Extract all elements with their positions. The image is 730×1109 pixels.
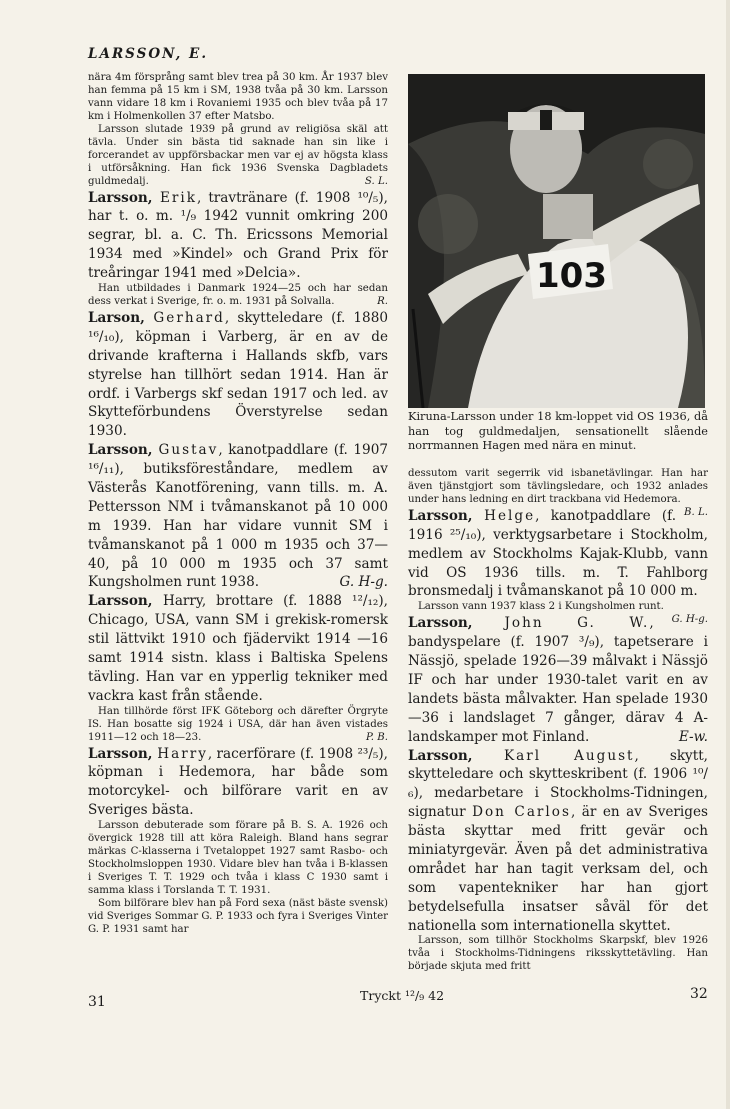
photo-caption: Kiruna-Larsson under 18 km-loppet vid OS 1936, då han tog guldmedaljen, sensationellt slående norrmannen Hagen med nära en minut. xyxy=(408,410,708,453)
page-number-right: 32 xyxy=(690,986,708,1002)
author-signature: E-w. xyxy=(678,728,708,745)
page-edge xyxy=(726,0,730,1109)
author-signature: P. B. xyxy=(366,731,388,743)
entry-headword: Larson, xyxy=(88,309,154,326)
author-signature: G. H-g. xyxy=(339,574,388,591)
entry-text: Larsson vann 1937 klass 2 i Kungsholmen runt. xyxy=(418,601,664,613)
entry-text: , racerförare (f. 1908 ²³/₅), köpman i Hedemora, har både som motorcykel- och bilförare varit en av Sveriges bästa. xyxy=(88,745,389,819)
author-signature: R. xyxy=(377,295,388,307)
running-head: LARSSON, E. xyxy=(88,46,209,62)
entry-name: Gerhard xyxy=(153,309,225,326)
paragraph xyxy=(88,745,388,821)
paragraph xyxy=(88,706,388,745)
right-column xyxy=(408,468,708,974)
athlete-photo xyxy=(408,74,705,408)
entry-headword: Larsson, xyxy=(408,507,485,524)
paragraph xyxy=(88,309,388,441)
entry-text: , brottare (f. 1888 ¹²/₁₂), Chicago, USA, vann SM i grekisk-romersk stil lättvikt 1910 och fjädervikt 1914 —16 samt 1914 sistn. klass i Baltiska Spelens tävling. Han var en ypperlig tekniker med vackra kast från stående. xyxy=(88,593,388,704)
paragraph xyxy=(408,507,708,601)
entry-text: , är en av Sveriges bästa skyttar med fritt gevär och miniatyrgevär. Även på det administrativa området har han tagit verksam del, och som vapentekniker har han gjort betydelsefulla insatser såväl för det nationella som internationella skyttet. xyxy=(408,804,708,934)
entry-headword: Larsson, xyxy=(88,593,163,610)
author-signature: B. L. xyxy=(684,506,708,518)
paragraph xyxy=(408,935,708,974)
paragraph xyxy=(88,189,388,283)
entry-name: Helge xyxy=(484,507,536,524)
paragraph xyxy=(88,441,388,592)
entry-text: Larsson slutade 1939 på grund av religiösa skäl att tävla. Under sin bästa tid saknade han sin like i forcerandet av uppförsbackar men var ej av högsta klass i utförsåkning. Han fick 1936 Svenska Dagbladets guldmedalj. xyxy=(88,123,388,187)
paragraph xyxy=(88,592,388,705)
paragraph xyxy=(408,614,708,746)
bib-number: 103 xyxy=(536,256,607,296)
entry-text: , kanotpaddlare (f. 1916 ²⁵/₁₀), verktygsarbetare i Stockholm, medlem av Stockholms Kajak-Klubb, vann vid OS 1936 tills. m. T. Fahlborg bronsmedalj i tvåmanskanot på 10 000 m. xyxy=(408,507,708,600)
entry-headword: Larsson, xyxy=(408,615,505,632)
entry-text: , bandyspelare (f. 1907 ³/₉), tapetserare i Nässjö, spelade 1926—39 målvakt i Nässjö IF och har under 1930-talet varit en av landets bästa målvakter. Han spelade 1930—36 i landslaget 7 gånger, därav 4 A-landskamper mot Finland. xyxy=(408,615,708,745)
entry-text: Larsson debuterade som förare på B. S. A. 1926 och övergick 1928 till att köra Raleigh. Bland hans segrar märkas C-klasserna i Tvetaloppet 1927 samt Rasbo- och Stockholmsloppen 1930. Vidare blev han tvåa i B-klassen i Sveriges T. T. 1929 och tvåa i klass C 1930 samt i samma klass i Torslanda T. T. 1931. xyxy=(88,820,388,896)
entry-headword: Larsson, xyxy=(408,747,504,764)
paragraph xyxy=(88,72,388,124)
entry-headword: Larsson, xyxy=(88,189,160,206)
left-column xyxy=(88,72,388,937)
entry-text: , skytteledare (f. 1880 ¹⁶/₁₀), köpman i Varberg, är en av de drivande krafterna i Hallands skfb, vars styrelse han tillhört sedan 1914. Han är ordf. i Varbergs skf sedan 1917 och led. av Skytteförbundens Överstyrelse sedan 1930. xyxy=(88,309,388,440)
author-signature: S. L. xyxy=(364,175,388,187)
entry-text: nära 4m försprång samt blev trea på 30 km. År 1937 blev han femma på 15 km i SM, 1938 tvåa på 30 km. Larsson vann vidare 18 km i Rovaniemi 1935 och blev tvåa på 17 km i Holmenkollen 37 efter Matsbo. xyxy=(88,72,388,122)
entry-headword: Larsson, xyxy=(88,745,158,762)
paragraph xyxy=(88,283,388,309)
paragraph xyxy=(408,747,708,936)
entry-name: Karl August xyxy=(503,747,635,764)
entry-text: Han utbildades i Danmark 1924—25 och har sedan dess verkat i Sverige, fr. o. m. 1931 på Solvalla. xyxy=(88,283,388,307)
entry-text: , skytt, skytteledare och skytteskribent (f. 1906 ¹⁰/₆), medarbetare i Stockholms-Tidningen, signatur xyxy=(408,747,708,821)
paragraph xyxy=(88,898,388,937)
entry-text: Larsson, som tillhör Stockholms Skarpskf, blev 1926 tvåa i Stockholms-Tidningens riksskyttetävling. Han började skjuta med fritt xyxy=(408,935,708,973)
entry-name: Erik xyxy=(159,189,197,206)
photo-illustration xyxy=(408,74,705,408)
page-number-left: 31 xyxy=(88,994,106,1010)
entry-text: , travtränare (f. 1908 ¹⁰/₅), har t. o. m. ¹/₉ 1942 vunnit omkring 200 segrar, bl. a. C. Th. Ericssons Memorial 1934 med »Kindel» och Grand Prix för treåringar 1941 med »Delcia». xyxy=(88,189,388,282)
entry-name: John G. W. xyxy=(504,615,650,632)
entry-text: , kanotpaddlare (f. 1907 ¹⁶/₁₁), butiksföreståndare, medlem av Västerås Kanotförening, vann tills. m. A. Pettersson NM i tvåmanskanot på 10 000 m 1939. Han har vidare vunnit SM i tvåmanskanot på 1 000 m 1935 och 37—40, på 10 000 m 1935 och 37 samt Kungsholmen runt 1938. xyxy=(88,442,389,591)
paragraph xyxy=(88,124,388,189)
entry-text: Harry xyxy=(162,593,202,610)
entry-text: dessutom varit segerrik vid isbanetävlingar. Han har även tjänstgjort som tävlingsledare, och 1932 anlades under hans ledning en dirt trackbana vid Hedemora. xyxy=(408,468,708,505)
entry-text: Han tillhörde först IFK Göteborg och därefter Örgryte IS. Han bosatte sig 1924 i USA, där han även vistades 1911—12 och 18—23. xyxy=(88,705,388,743)
entry-name: Harry xyxy=(157,745,208,762)
entry-headword: Larsson, xyxy=(88,442,159,459)
entry-text: Som bilförare blev han på Ford sexa (näst bäste svensk) vid Sveriges Sommar G. P. 1933 och fyra i Sveriges Vinter G. P. 1931 samt har xyxy=(88,897,388,935)
author-signature: G. H-g. xyxy=(671,614,708,626)
print-date: Tryckt ¹²/₉ 42 xyxy=(360,988,445,1003)
entry-name: Gustav xyxy=(158,442,219,459)
entry-name: Don Carlos xyxy=(472,804,571,821)
paragraph xyxy=(88,820,388,898)
